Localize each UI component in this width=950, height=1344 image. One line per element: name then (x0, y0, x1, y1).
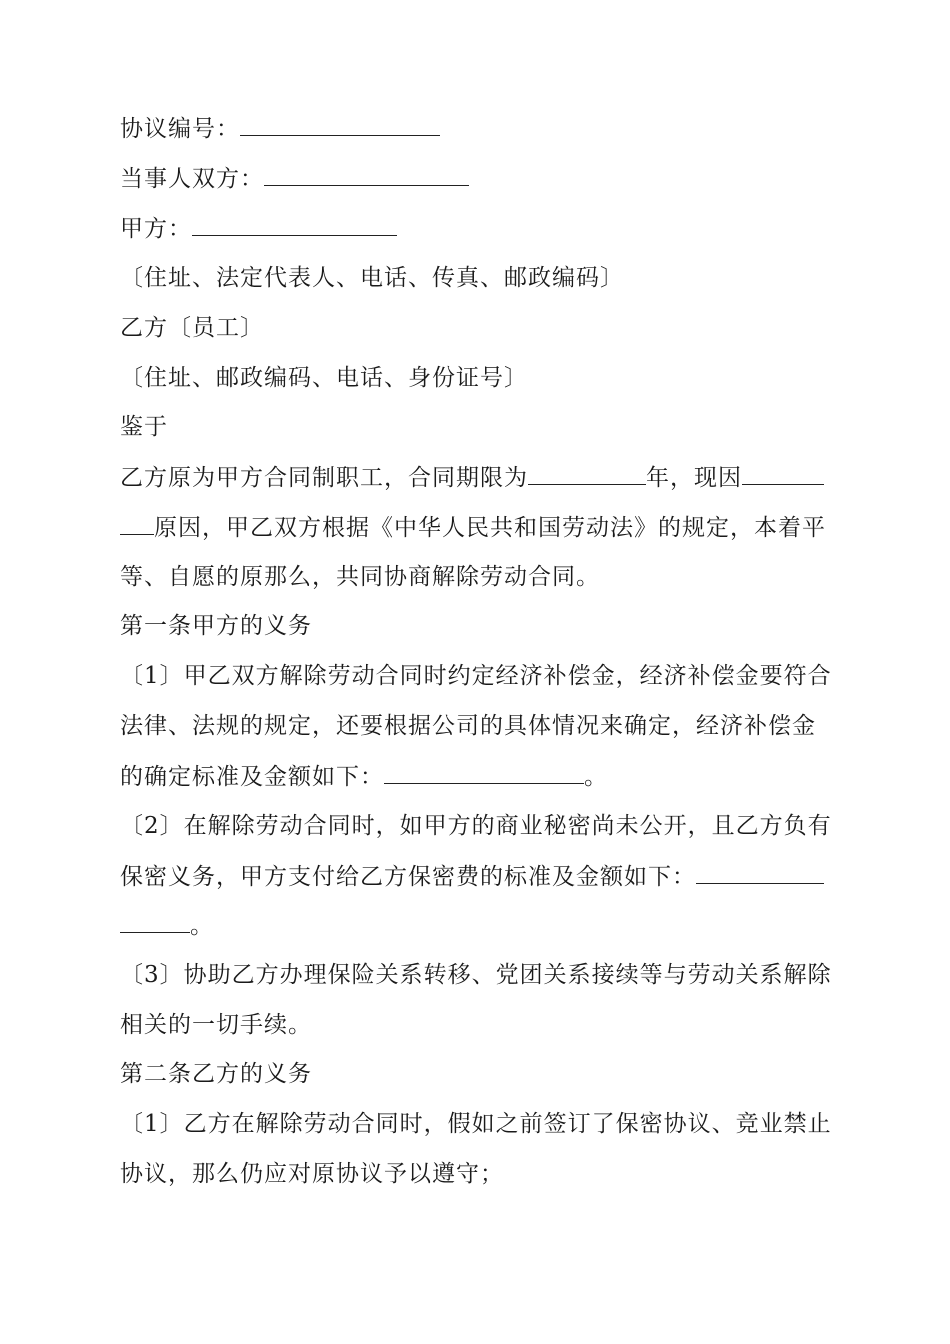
confidentiality-fee-blank-end (120, 910, 190, 933)
agreement-number-label: 协议编号： (120, 116, 240, 142)
party-a-label: 甲方： (120, 216, 192, 242)
agreement-number-line (120, 113, 440, 144)
compensation-end: 。 (584, 764, 608, 790)
parties-label: 当事人双方： (120, 166, 264, 192)
party-b-details: 〔住址、邮政编码、电话、身份证号〕 (120, 365, 528, 391)
compensation-blank (384, 761, 584, 784)
confidentiality-fee-blank-start (696, 861, 824, 884)
confidentiality-fee-text: 保密义务，甲方支付给乙方保密费的标准及金额如下： (120, 864, 696, 890)
article-1-item-1-line-3 (120, 761, 608, 792)
preamble-text-c: 原因，甲乙双方根据《中华人民共和国劳动法》的规定，本着平 (154, 515, 826, 541)
party-a-blank (192, 213, 397, 236)
article-1-title: 第一条甲方的义务 (120, 613, 312, 639)
article-1-item-2-line-2 (120, 861, 824, 892)
article-2-item-1-line-2: 协议，那么仍应对原协议予以遵守； (120, 1161, 504, 1187)
compensation-text: 的确定标准及金额如下： (120, 764, 384, 790)
article-2-title: 第二条乙方的义务 (120, 1061, 312, 1087)
reason-blank-start (742, 462, 824, 485)
article-1-item-2-line-1: 〔2〕在解除劳动合同时，如甲方的商业秘密尚未公开，且乙方负有 (120, 813, 832, 839)
reason-blank-end (120, 512, 154, 535)
party-b-label: 乙方〔员工〕 (120, 315, 264, 341)
article-2-item-1-line-1: 〔1〕乙方在解除劳动合同时，假如之前签订了保密协议、竞业禁止 (120, 1111, 832, 1137)
article-1-item-3-line-1: 〔3〕协助乙方办理保险关系转移、党团关系接续等与劳动关系解除 (120, 962, 832, 988)
preamble-text-b: 年，现因 (646, 465, 742, 491)
party-a-details: 〔住址、法定代表人、电话、传真、邮政编码〕 (120, 265, 624, 291)
term-years-blank (528, 462, 646, 485)
preamble-text-a: 乙方原为甲方合同制职工，合同期限为 (120, 465, 528, 491)
parties-blank (264, 163, 469, 186)
article-1-item-1-line-1: 〔1〕甲乙双方解除劳动合同时约定经济补偿金，经济补偿金要符合 (120, 663, 832, 689)
preamble-line-3: 等、自愿的原那么，共同协商解除劳动合同。 (120, 564, 600, 590)
parties-line (120, 163, 469, 194)
agreement-number-blank (240, 113, 440, 136)
preamble-line-1 (120, 462, 824, 493)
article-1-item-1-line-2: 法律、法规的规定，还要根据公司的具体情况来确定，经济补偿金 (120, 713, 816, 739)
article-1-item-2-line-3 (120, 910, 214, 941)
preamble-line-2 (120, 512, 826, 543)
party-a-line (120, 213, 397, 244)
article-1-item-3-line-2: 相关的一切手续。 (120, 1012, 312, 1038)
confidentiality-fee-end: 。 (190, 913, 214, 939)
whereas-heading: 鉴于 (120, 414, 168, 440)
